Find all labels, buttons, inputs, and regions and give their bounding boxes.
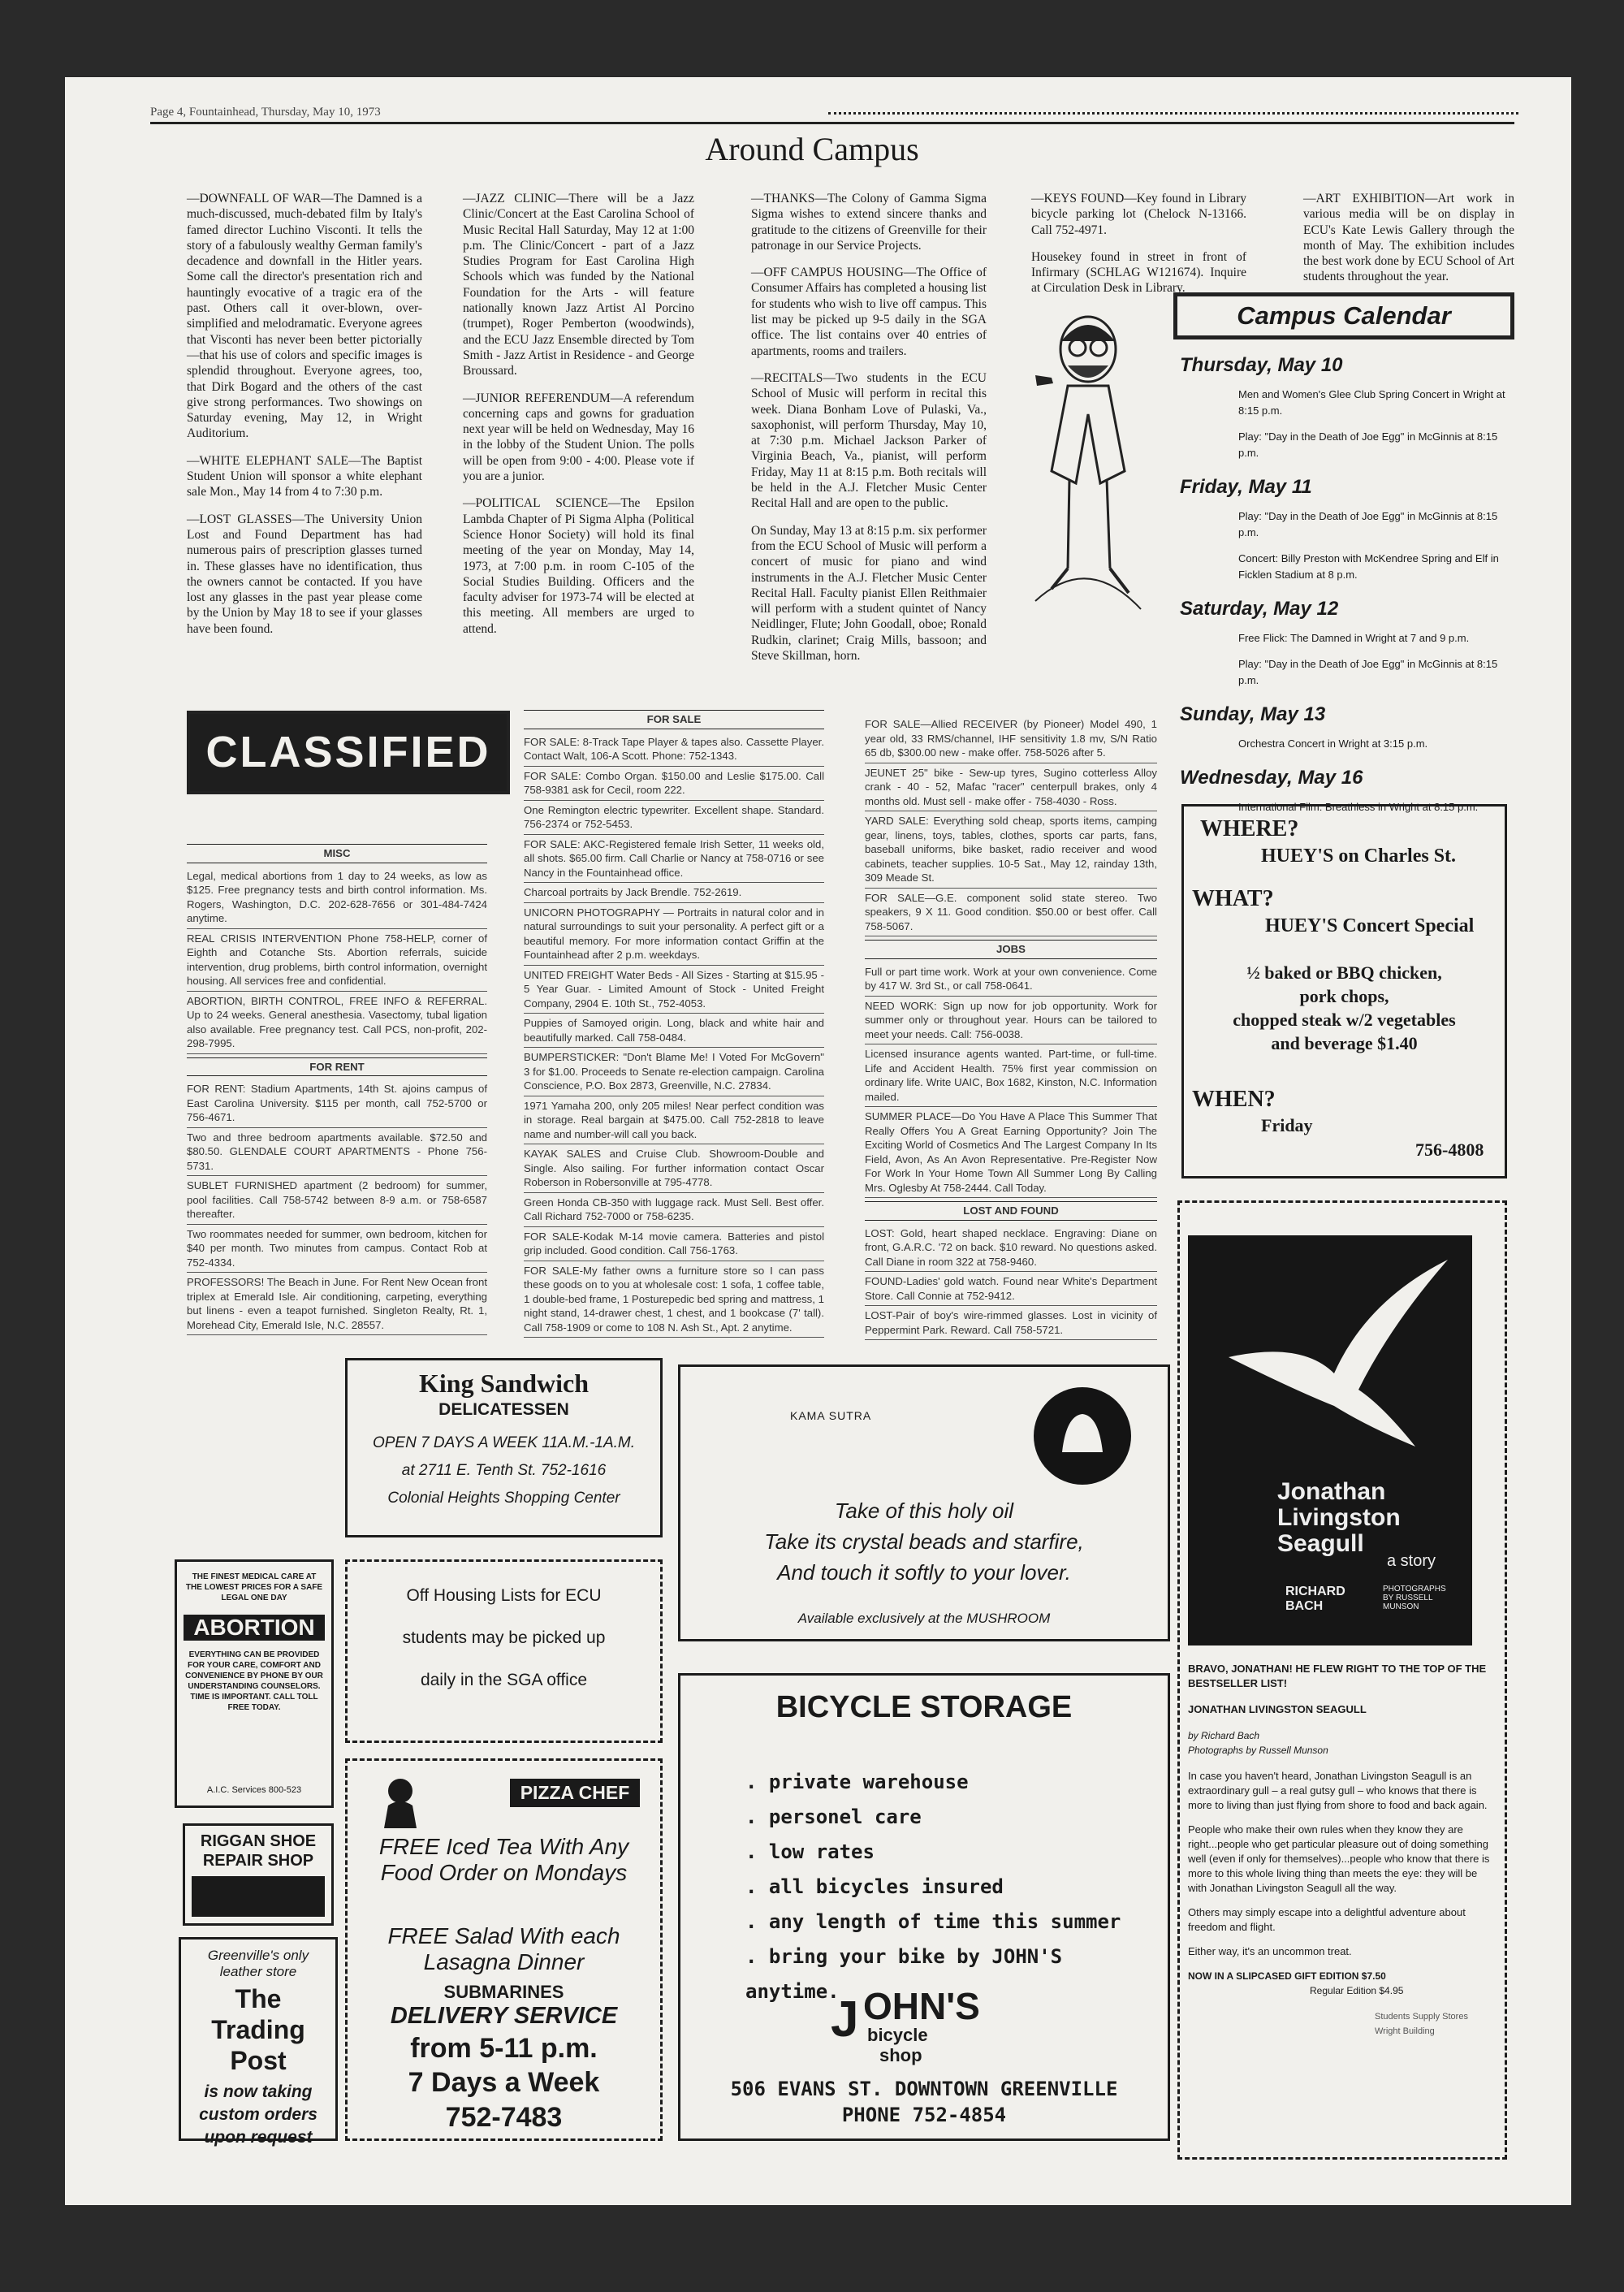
trading-line: leather store [219, 1964, 297, 1979]
bicycle-title: BICYCLE STORAGE [775, 1690, 1073, 1724]
seagull-photos: Photographs by Russell Munson [1188, 1745, 1328, 1756]
classified-ad: FOR RENT: Stadium Apartments, 14th St. ajoins campus of East Carolina University. $115 per month, call 752-5700 or 756-4671. [187, 1079, 487, 1128]
pizza-offer: FREE Iced Tea With Any Food Order on Mondays [378, 1834, 629, 1885]
riggan-shoe-ad [183, 1823, 334, 1926]
cartoon-professor-illustration [1019, 309, 1157, 650]
classified-ad: FOR SALE: AKC-Registered female Irish Setter, 11 weeks old, all shots. $65.00 firm. Call Charlie or Nancy at 758-0716 or see Nancy in the Fountainhead office. [524, 835, 824, 884]
classified-column-b [524, 707, 824, 1338]
king-name: King Sandwich [419, 1369, 589, 1398]
off-housing-ad [345, 1559, 663, 1743]
trading-tag-line: upon request [204, 2128, 313, 2147]
news-item: —OFF CAMPUS HOUSING—The Office of Consumer Affairs has completed a housing list for students who wish to live off campus. This list may be picked up 9-5 daily in the SGA office. The list contains over 40 entries of apartments, rooms and trailers. [751, 266, 987, 358]
seagull-by: by Richard Bach [1188, 1730, 1260, 1741]
housing-line: daily in the SGA office [420, 1671, 588, 1689]
calendar-event: International Film: Breathless in Wright at 8:15 p.m. [1238, 801, 1479, 813]
seagull-regular: Regular Edition $4.95 [1310, 1985, 1404, 1996]
bicycle-feature: . low rates [745, 1840, 875, 1863]
abortion-ad [175, 1559, 334, 1808]
bicycle-features [745, 1765, 1168, 2009]
news-column-1 [187, 191, 422, 648]
classified-ad: BUMPERSTICKER: "Don't Blame Me! I Voted For McGovern" 3 for $1.00. Proceeds to Senate re-election campaign. Carolina Conscience, P.O. Box 2873, Greenville, N.C. 27834. [524, 1048, 824, 1096]
calendar-day: Saturday, May 12 [1180, 598, 1339, 620]
classified-ad: FOR SALE-Kodak M-14 movie camera. Batteries and pistol grip included. Good condition. Call 756-1763. [524, 1227, 824, 1261]
news-item: Housekey found in street in front of Infirmary (SCHLAG W121674). Inquire at Circulation Desk in Library. [1031, 249, 1246, 296]
hueys-when-label: WHEN? [1192, 1087, 1276, 1112]
hueys-menu-item: and beverage $1.40 [1271, 1033, 1418, 1053]
classified-section-header: FOR SALE [524, 710, 824, 729]
bicycle-feature: . any length of time this summer [745, 1910, 1121, 1933]
hueys-phone: 756-4808 [1415, 1140, 1484, 1160]
trading-name [181, 1983, 335, 2076]
hueys-menu-item: ½ baked or BBQ chicken, [1246, 962, 1442, 983]
classified-ad: Two roommates needed for summer, own bedroom, kitchen for $40 per month. Two minutes from campus. Contact Rob at 752-4334. [187, 1225, 487, 1274]
pizza-offer: FREE Salad With each Lasagna Dinner [387, 1923, 620, 1974]
king-hours: OPEN 7 DAYS A WEEK 11A.M.-1A.M. [372, 1434, 636, 1451]
classified-ad: FOUND-Ladies' gold watch. Found near White's Department Store. Call Connie at 752-9412. [865, 1272, 1157, 1306]
bicycle-address: 506 EVANS ST. DOWNTOWN GREENVILLE [730, 2078, 1118, 2100]
trading-tag-line: custom orders [199, 2105, 317, 2124]
calendar-event: Orchestra Concert in Wright at 3:15 p.m. [1238, 737, 1428, 750]
calendar-event: Men and Women's Glee Club Spring Concert in Wright at 8:15 p.m. [1238, 388, 1505, 417]
seagull-icon [1204, 1252, 1464, 1463]
classified-ad: NEED WORK: Sign up now for job opportunity. Work for summer only or throughout year. Hours can be tailored to meet your needs. Call: 756-0038. [865, 997, 1157, 1045]
bicycle-feature: . personel care [745, 1805, 922, 1828]
calendar-event: Play: "Day in the Death of Joe Egg" in McGinnis at 8:15 p.m. [1238, 658, 1498, 686]
classified-column-a [187, 841, 487, 1335]
calendar-day: Sunday, May 13 [1180, 703, 1326, 725]
chef-icon [376, 1773, 425, 1830]
calendar-day: Friday, May 11 [1180, 476, 1312, 498]
classified-ad: 1971 Yamaha 200, only 205 miles! Near perfect condition was in storage. Real bargain at $475.00. Call 752-2818 to leave name and number-will call you back. [524, 1096, 824, 1145]
hueys-when: Friday [1261, 1115, 1313, 1135]
kama-line: And touch it softly to your lover. [777, 1560, 1071, 1585]
classified-ad: Full or part time work. Work at your own convenience. Come by 417 W. 3rd St., or call 758-0641. [865, 962, 1157, 997]
news-item: —DOWNFALL OF WAR—The Damned is a much-discussed, much-debated film by Italy's famed director Luchino Visconti. It tells the story of a fabulously wealthy German family's decadence and downfall in the Hitler years. Some call the director's presentation rich and hauntingly evocative of a tragic era of the past. Others call it over-blown, over-simplified and melodramatic. Everyone agrees that Visconti has never been better pictorially—that his use of colors and specific images is splendid throughout. Everyone agrees, too, that Dirk Bogard and the others of the cast give strong performances. Two showings on Saturday evening, May 12, in Wright Auditorium. [187, 192, 422, 441]
classified-ad: SUBLET FURNISHED apartment (2 bedroom) for summer, pool facilities. Call 758-5742 between 8-9 a.m. or 758-6587 thereafter. [187, 1176, 487, 1225]
pizza-subs: SUBMARINES [443, 1982, 564, 2002]
news-item: On Sunday, May 13 at 8:15 p.m. six performer from the ECU School of Music will perform a concert of music for piano and wind instruments in the A.J. Fletcher Music Center Recital Hall. Faculty pianist Ellen Reithmaier will perform with a student quintet of Nancy Neidlinger, Flute; John Goodall, oboe; Ronald Rudkin, clarinet; Craig Mills, bassoon; and Steve Skillman, horn. [751, 523, 987, 664]
pizza-phone: 752-7483 [445, 2102, 563, 2133]
news-column-2 [463, 191, 694, 648]
bicycle-feature: . all bicycles insured [745, 1875, 1004, 1898]
abortion-top: THE FINEST MEDICAL CARE AT THE LOWEST PRICES FOR A SAFE LEGAL ONE DAY [185, 1572, 323, 1602]
book-cover [1188, 1235, 1472, 1645]
bicycle-storage-ad [678, 1673, 1170, 2141]
trading-name-part: Trading [211, 2015, 305, 2044]
classified-section-header: LOST AND FOUND [865, 1201, 1157, 1221]
hueys-where: HUEY'S on Charles St. [1261, 845, 1457, 867]
trading-tagline [181, 2081, 335, 2149]
news-column-3 [751, 191, 987, 675]
calendar-day: Wednesday, May 16 [1180, 767, 1363, 789]
news-item: —RECITALS—Two students in the ECU School of Music will perform in recital this week. Diana Bonham Love of Pulaski, Va., saxophonist, will perform Thursday, May 10, at 7:30 p.m. Michael Jackson Parker of Virginia Beach, Va., pianist, will perform Friday, May 11 at 8:15 p.m. Both recitals will be held in the A.J. Fletcher Music Center Recital Hall and are open to the public. [751, 370, 987, 511]
king-address: at 2711 E. Tenth St. 752-1616 [401, 1462, 607, 1479]
classified-ad: YARD SALE: Everything sold cheap, sports items, camping gear, linens, toys, tables, clothes, sports car parts, fans, baseball uniforms, bike basket, radio receiver and wood cabinets, teacher supplies. 10-5 Sat., May 12, rainday 13th, 309 Meade St. [865, 811, 1157, 889]
johns-logo-bicycle: bicycle [867, 2025, 928, 2045]
seagull-paragraph: In case you haven't heard, Jonathan Livingston Seagull is an extraordinary gull – a real gutsy gull – who knows that there is more to living than just flying from shore to food and back again. [1188, 1770, 1488, 1811]
riggan-line: RIGGAN SHOE [200, 1832, 317, 1850]
housing-line: students may be picked up [402, 1628, 606, 1647]
hueys-menu-item: chopped steak w/2 vegetables [1233, 1010, 1456, 1030]
classified-ad: Licensed insurance agents wanted. Part-time, or full-time. Life and Accident Health. 75% first year commission on ordinary life. Write UAIC, Box 1682, Kinston, N.C. Information mailed. [865, 1044, 1157, 1107]
classified-ad: SUMMER PLACE—Do You Have A Place This Summer That Really Offers You A Great Earning Opportunity? Join The Exciting World of Cosmetics And The Largest Company In Its Field, Avon, As An Avon Representative. Pre-Register Now For Work In Your Home Town All Summer Long By Calling Mrs. Oglesby At 758-2444. Call Today. [865, 1107, 1157, 1198]
classified-ad: FOR SALE—G.E. component solid state stereo. Two speakers, 9 X 11. Good condition. $50.00 or best offer. Call 758-5067. [865, 889, 1157, 937]
news-item: —LOST GLASSES—The University Union Lost and Found Department has had numerous pairs of prescription glasses turned in. These glasses have no identification, thus the owners cannot be contacted. If you have lost any glasses in the past year please come by the Union by May 18 to see if your glasses have been found. [187, 512, 422, 636]
housing-line: Off Housing Lists for ECU [406, 1586, 602, 1605]
johns-logo-name: OHN'S [863, 1985, 980, 2027]
classified-ad: FOR SALE: 8-Track Tape Player & tapes also. Cassette Player. Contact Walt, 106-A Scott. Phone: 752-1343. [524, 733, 824, 767]
book-cover-author: RICHARD BACH [1285, 1585, 1345, 1613]
header-rule [150, 122, 1514, 124]
calendar-day: Thursday, May 10 [1180, 354, 1343, 376]
bicycle-feature: . private warehouse [745, 1771, 969, 1793]
hueys-what-label: WHAT? [1192, 886, 1274, 911]
hueys-menu [1184, 961, 1505, 1055]
classified-ad: Puppies of Samoyed origin. Long, black and white hair and beautifully marked. Call 758-0484. [524, 1014, 824, 1048]
classified-ad: Green Honda CB-350 with luggage rack. Must Sell. Best offer. Call Richard 752-7000 or 758-6235. [524, 1193, 824, 1227]
news-item: —ART EXHIBITION—Art work in various media will be on display in ECU's Kate Lewis Gallery through the month of May. The exhibition includes the best work done by ECU School of Art students throughout the year. [1303, 192, 1514, 284]
news-column-5 [1303, 191, 1514, 296]
classified-ad: FOR SALE: Combo Organ. $150.00 and Leslie $175.00. Call 758-9381 ask for Cecil, room 222. [524, 767, 824, 801]
news-item: —KEYS FOUND—Key found in Library bicycle parking lot (Chelock N-13166. Call 752-4971. [1031, 192, 1246, 237]
classified-ad: FOR SALE-My father owns a furniture store so I can pass these goods on to you at wholesale cost: 1 sofa, 1 coffee table, 1 double-bed frame, 1 Posturepedic bed spring and mattress, 1 night stand, 14-drawer chest, 1 chest, and 1 bookcase (7' tall). Call 758-1909 or come to 108 N. Ash St., Apt. 2 anytime. [524, 1261, 824, 1338]
kama-copy [680, 1495, 1168, 1588]
hueys-menu-item: pork chops, [1299, 986, 1389, 1006]
classified-ad: REAL CRISIS INTERVENTION Phone 758-HELP, corner of Eighth and Cotanche Sts. Abortion referrals, suicide intervention, drug problems, birth control information, overnight housing. All services free and confidential. [187, 929, 487, 992]
kama-footer: Available exclusively at the MUSHROOM [797, 1611, 1051, 1626]
classified-ad: PROFESSORS! The Beach in June. For Rent New Ocean front triplex at Emerald Isle. Air conditioning, carpeting, everything but linens - even a teapot furnished. Singleton Realty, Rt. 1, Morehead City, Emerald Isle, N.C. 28557. [187, 1273, 487, 1335]
classified-ad: ABORTION, BIRTH CONTROL, FREE INFO & REFERRAL. Up to 24 weeks. General anesthesia. Vasectomy, tubal ligation also available. Free pregnancy test. Call PCS, non-profit, 202-298-7995. [187, 992, 487, 1054]
classified-ad: One Remington electric typewriter. Excellent shape. Standard. 756-2374 or 752-5453. [524, 801, 824, 835]
seagull-book-ad [1177, 1200, 1507, 2160]
classified-ad: UNICORN PHOTOGRAPHY — Portraits in natural color and in natural surroundings to suit your personality. A perfect gift or a beautiful memory. For more information contact Griffin at the Fountainhead after 2 p.m. weekdays. [524, 903, 824, 966]
seagull-paragraph: Others may simply escape into a delightful adventure about freedom and flight. [1188, 1906, 1466, 1933]
news-column-4 [1031, 191, 1246, 308]
trading-name-part: Post [230, 2046, 287, 2075]
classified-ad: Charcoal portraits by Jack Brendle. 752-2619. [524, 883, 824, 903]
calendar-event: Play: "Day in the Death of Joe Egg" in McGinnis at 8:15 p.m. [1238, 430, 1498, 459]
classified-section-header: FOR RENT [187, 1057, 487, 1077]
bicycle-phone: PHONE 752-4854 [841, 2104, 1007, 2126]
pizza-delivery: DELIVERY SERVICE [390, 2003, 618, 2029]
bicycle-feature: . bring your bike by JOHN'S anytime. [745, 1945, 1063, 2003]
folio: Page 4, Fountainhead, Thursday, May 10, 1973 [150, 106, 381, 119]
seagull-headline: BRAVO, JONATHAN! HE FLEW RIGHT TO THE TOP OF THE BESTSELLER LIST! [1188, 1663, 1487, 1689]
pizza-days: 7 Days a Week [408, 2067, 600, 2098]
riggan-line: REPAIR SHOP [202, 1852, 314, 1870]
king-sandwich-ad [345, 1358, 663, 1537]
classified-ad: JEUNET 25" bike - Sew-up tyres, Sugino cotterless Alloy crank - 40 - 52, Mafac "racer" centerpull brakes, only 4 months old. Must sell - make offer - 758-4030 - Ross. [865, 763, 1157, 812]
news-item: —THANKS—The Colony of Gamma Sigma Sigma wishes to extend sincere thanks and gratitude to the citizens of Greenville for their patronage in our Service Projects. [751, 192, 987, 253]
seagull-paragraph: Either way, it's an uncommon treat. [1188, 1945, 1352, 1957]
classified-ad: LOST: Gold, heart shaped necklace. Engraving: Diane on front, G.A.R.C. '72 on back. $10 reward. No questions asked. Call Diane in room 322 at 758-9460. [865, 1224, 1157, 1273]
seagull-store: Students Supply Stores Wright Building [1375, 2012, 1468, 2036]
abortion-title: ABORTION [184, 1615, 325, 1641]
kama-line: Take of this holy oil [834, 1498, 1014, 1523]
riggan-logo-block [192, 1876, 325, 1917]
book-cover-title: Jonathan Livingston Seagull [1277, 1478, 1401, 1557]
hueys-ad [1181, 804, 1507, 1178]
news-item: —POLITICAL SCIENCE—The Epsilon Lambda Chapter of Pi Sigma Alpha (Political Science Honor Society) will hold its final meeting of the year on Monday, May 14, 1973, at 7:00 p.m. in room C-105 of the Social Studies Building. Officers and the faculty adviser for 1973-74 will be elected at this meeting. All members are urged to attend. [463, 496, 694, 636]
news-item: —JUNIOR REFERENDUM—A referendum concerning caps and gowns for graduation next year will be held on Wednesday, May 16 in the lobby of the Student Union. The polls will be open from 9:00 - 4:00. Please vote if you are a junior. [463, 391, 694, 484]
johns-logo-shop: shop [879, 2045, 922, 2065]
trading-tag-line: is now taking [204, 2082, 313, 2101]
classified-section-header: JOBS [865, 940, 1157, 959]
classified-column-c [865, 715, 1157, 1340]
section-title: Around Campus [705, 131, 919, 167]
abortion-body: EVERYTHING CAN BE PROVIDED FOR YOUR CARE, COMFORT AND CONVENIENCE BY PHONE BY OUR UNDERSTANDING COUNSELORS. TIME IS IMPORTANT. CALL TOLL FREE TODAY. [185, 1650, 323, 1712]
calendar-event: Concert: Billy Preston with McKendree Spring and Elf in Ficklen Stadium at 8 p.m. [1238, 552, 1499, 581]
johns-logo-j: J [831, 1991, 859, 2048]
king-sub: DELICATESSEN [438, 1400, 569, 1419]
calendar-event: Free Flick: The Damned in Wright at 7 and 9 p.m. [1238, 632, 1470, 644]
abortion-footer: A.I.C. Services 800-523 [206, 1785, 302, 1795]
kama-label: KAMA SUTRA [790, 1409, 872, 1422]
seagull-title-line: JONATHAN LIVINGSTON SEAGULL [1188, 1703, 1367, 1715]
classified-ad: Two and three bedroom apartments available. $72.50 and $80.50. GLENDALE COURT APARTMENTS - Phone 756-5731. [187, 1128, 487, 1177]
trading-line: Greenville's only [207, 1948, 309, 1963]
trading-post-ad [179, 1937, 338, 2147]
hueys-where-label: WHERE? [1200, 816, 1299, 841]
classified-ad: Legal, medical abortions from 1 day to 24 weeks, as low as $125. Free pregnancy tests and birth control information. Ms. Rogers, Washington, D.C. 202-628-7656 or 301-484-7424 anytime. [187, 867, 487, 929]
pizza-chef-ad [345, 1758, 663, 2141]
hueys-what: HUEY'S Concert Special [1265, 915, 1475, 936]
kama-line: Take its crystal beads and starfire, [764, 1529, 1084, 1554]
seagull-edition: NOW IN A SLIPCASED GIFT EDITION $7.50 [1188, 1970, 1386, 1982]
news-item: —JAZZ CLINIC—There will be a Jazz Clinic/Concert at the East Carolina School of Music Recital Hall Saturday, May 12 at 1:00 p.m. The Clinic/Concert - part of a Jazz Studies Program for East Carolina High Schools which was funded by the National Foundation for the Arts - will feature nationally known Jazz Artist Al Porcino (trumpet), Roger Pemberton (woodwinds), and the ECU Jazz Ensemble directed by Tom Smith - Jazz Artist in Residence - and George Broussard. [463, 192, 694, 378]
classified-ad: LOST-Pair of boy's wire-rimmed glasses. Lost in vicinity of Peppermint Park. Reward. Call 758-5721. [865, 1306, 1157, 1340]
mushroom-logo-icon [1030, 1383, 1135, 1489]
classified-section-header: MISC [187, 844, 487, 863]
book-cover-photos: PHOTOGRAPHS BY RUSSELL MUNSON [1383, 1585, 1446, 1611]
classified-ad: UNITED FREIGHT Water Beds - All Sizes - Starting at $15.95 - 5 Year Guar. - Limited Amount of Stock - United Freight Company, 2904 E. 10th St., 752-4053. [524, 966, 824, 1014]
campus-calendar [1173, 292, 1514, 825]
pizza-chef-name: PIZZA CHEF [510, 1779, 640, 1807]
classified-logo: CLASSIFIED [187, 711, 510, 794]
seagull-copy [1188, 1662, 1492, 2039]
calendar-event: Play: "Day in the Death of Joe Egg" in McGinnis at 8:15 p.m. [1238, 510, 1498, 538]
classified-ad: KAYAK SALES and Cruise Club. Showroom-Double and Single. Also sailing. For further information contact Oscar Roberson in Robersonville at 795-4778. [524, 1144, 824, 1193]
king-location: Colonial Heights Shopping Center [387, 1490, 620, 1507]
seagull-paragraph: People who make their own rules when they know they are right...people who get particular pleasure out of doing something well (even if only for themselves)...people who know that there is more to this whole living thing than meets the eye: they will be with Jonathan Livingston Seagull all the way. [1188, 1823, 1490, 1894]
calendar-title: Campus Calendar [1173, 292, 1514, 339]
trading-name-part: The [235, 1984, 282, 2013]
classified-ad: FOR SALE—Allied RECEIVER (by Pioneer) Model 490, 1 year old, 33 RMS/channel, IHF sensitivity 1.8 mv, S/N Ratio 65 db, $300.00 new - make offer. 758-5026 after 5. [865, 715, 1157, 763]
kama-sutra-ad [678, 1364, 1170, 1641]
book-cover-sub: a story [1387, 1552, 1436, 1570]
pizza-hours: from 5-11 p.m. [410, 2033, 598, 2064]
news-item: —WHITE ELEPHANT SALE—The Baptist Student Union will sponsor a white elephant sale Mon., May 14 from 4 to 7:30 p.m. [187, 453, 422, 499]
